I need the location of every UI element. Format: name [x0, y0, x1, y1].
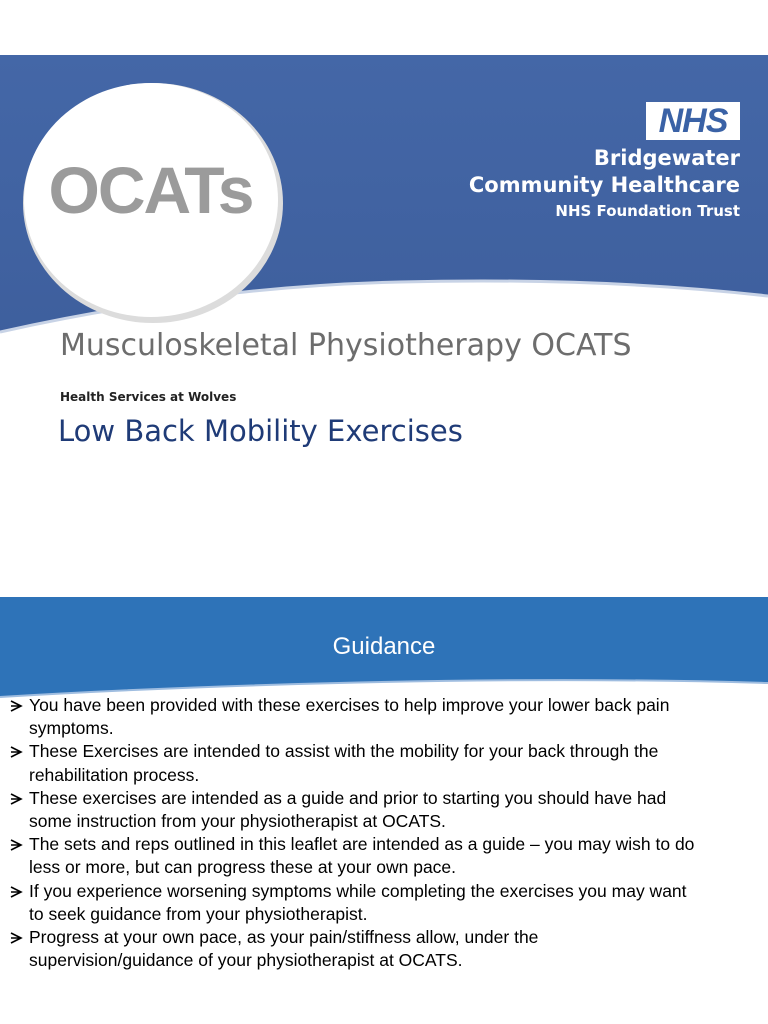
- list-item-line: symptoms.: [29, 718, 114, 739]
- arrow-bullet-icon: [8, 926, 24, 949]
- list-item-line: Progress at your own pace, as your pain/stiffness allow, under the: [29, 927, 539, 948]
- guidance-banner-label: Guidance: [332, 633, 436, 660]
- list-item: [8, 694, 766, 740]
- document-title: Musculoskeletal Physiotherapy OCATS: [60, 328, 632, 363]
- list-item: [8, 740, 766, 786]
- ocats-logo-text: OCATs: [48, 153, 253, 227]
- list-item-line: less or more, but can progress these at your own pace.: [29, 857, 457, 878]
- list-item-line: These Exercises are intended to assist with the mobility for your back through the: [29, 741, 659, 762]
- arrow-bullet-icon: [8, 787, 24, 810]
- organisation-name: [469, 145, 740, 223]
- arrow-bullet-icon: [8, 694, 24, 717]
- list-item-line: to seek guidance from your physiotherapist.: [29, 903, 368, 924]
- list-item: [8, 787, 766, 833]
- nhs-logo-text: NHS: [658, 101, 728, 140]
- ocats-logo: [25, 80, 280, 318]
- list-item: [8, 926, 766, 972]
- org-name-line-3: NHS Foundation Trust: [555, 202, 740, 220]
- document-subtitle: Health Services at Wolves: [60, 390, 237, 404]
- list-item: [8, 833, 766, 879]
- list-item-line: supervision/guidance of your physiotherapist at OCATS.: [29, 950, 463, 971]
- arrow-bullet-icon: [8, 833, 24, 856]
- guidance-list: [8, 694, 766, 972]
- list-item-line: rehabilitation process.: [29, 764, 200, 785]
- list-item-line: The sets and reps outlined in this leaflet are intended as a guide – you may wish to do: [29, 834, 695, 855]
- nhs-logo: [646, 102, 740, 140]
- list-item-line: If you experience worsening symptoms while completing the exercises you may want: [29, 880, 687, 901]
- arrow-bullet-icon: [8, 740, 24, 763]
- list-item-line: These exercises are intended as a guide and prior to starting you should have had: [29, 787, 667, 808]
- list-item-line: You have been provided with these exercises to help improve your lower back pain: [29, 695, 670, 715]
- list-item: [8, 880, 766, 926]
- list-item-line: some instruction from your physiotherapist at OCATS.: [29, 811, 446, 832]
- org-name-line-1: Bridgewater: [593, 146, 740, 170]
- org-name-line-2: Community Healthcare: [468, 173, 740, 197]
- arrow-bullet-icon: [8, 880, 24, 903]
- document-heading: Low Back Mobility Exercises: [58, 414, 463, 448]
